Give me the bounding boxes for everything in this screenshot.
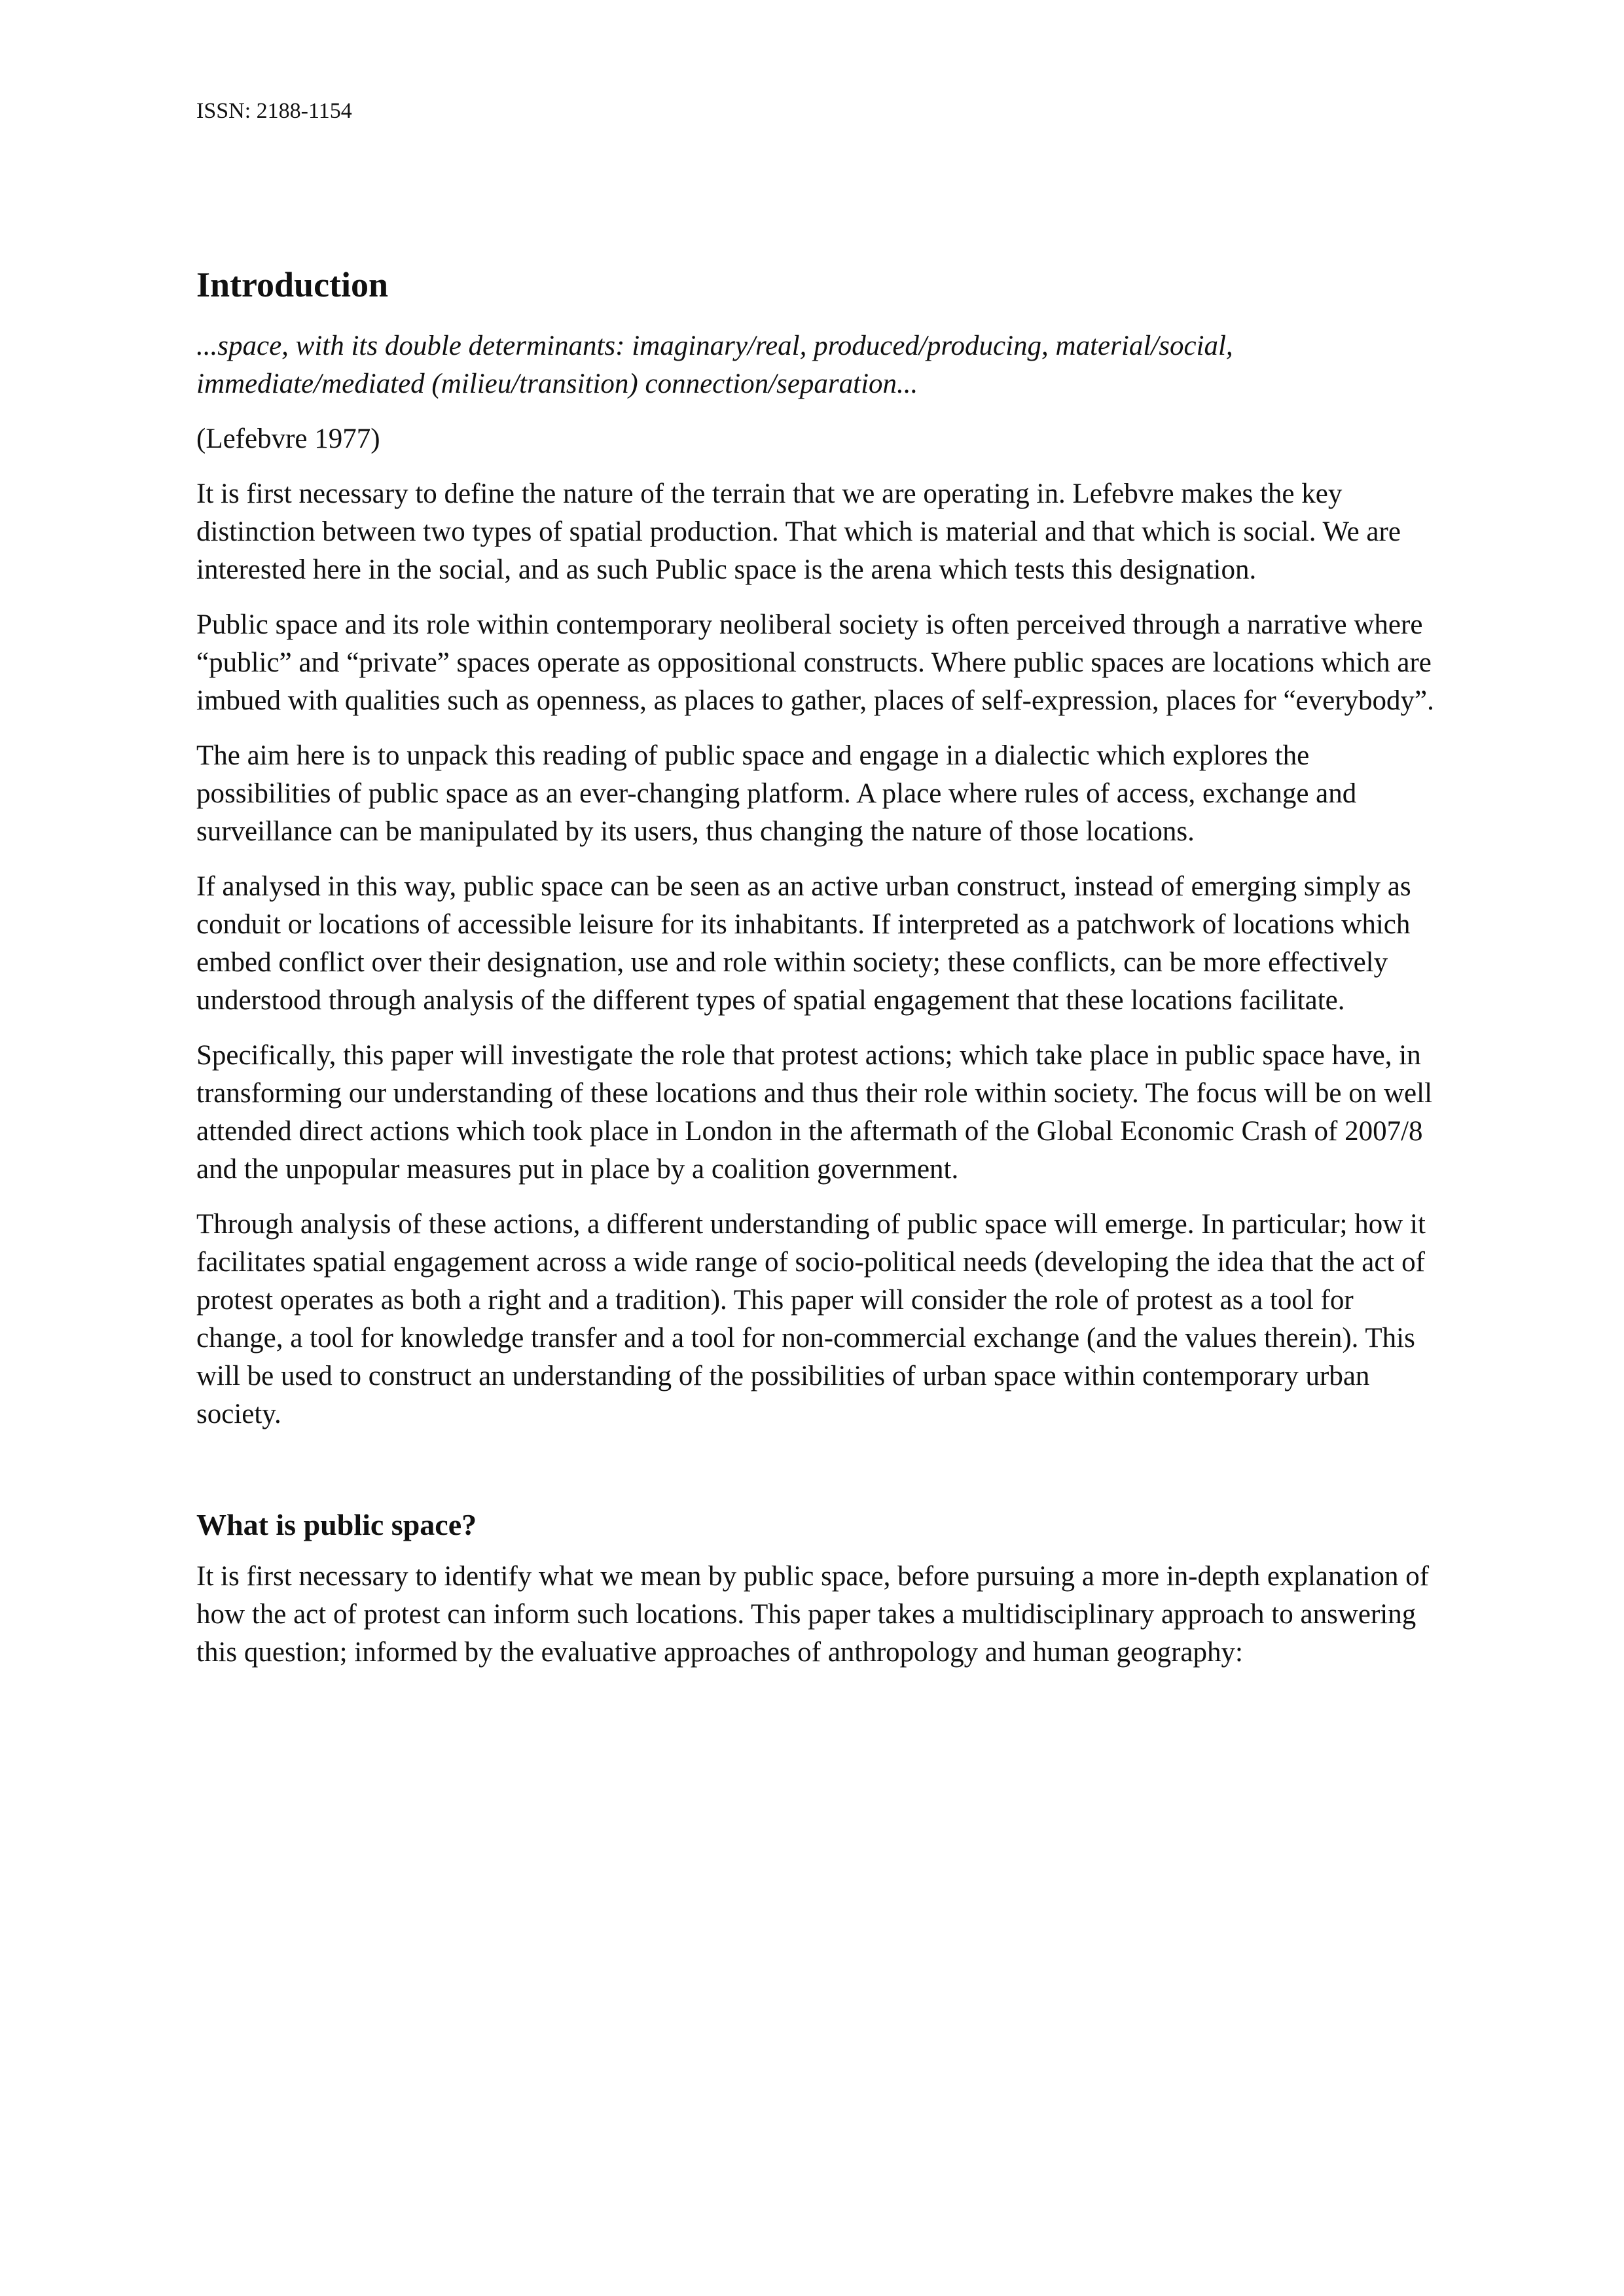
page-content [196,262,1440,1689]
intro-paragraph-4: If analysed in this way, public space can be seen as an active urban construct, instead of emerging simply as conduit or locations of accessible leisure for its inhabitants. If interpreted as a patchwork of locations which embed conflict over their designation, use and role within society; these conflicts, can be more effectively understood through analysis of the different types of spatial engagement that these locations facilitate. [196,871,1411,1016]
epigraph-citation: (Lefebvre 1977) [196,423,380,454]
introduction-section [196,262,1440,1433]
intro-paragraph-1: It is first necessary to define the nature of the terrain that we are operating in. Lefebvre makes the key distinction between two types of spatial production. That which is material and that which is social. We are interested here in the social, and as such Public space is the arena which tests this designation. [196,478,1401,585]
lefebvre-epigraph: ...space, with its double determinants: imaginary/real, produced/producing, material/social, immediate/mediated (milieu/transition) connection/separation... [196,331,1233,399]
introduction-heading: Introduction [196,265,389,304]
intro-paragraph-6: Through analysis of these actions, a different understanding of public space will emerge. In particular; how it facilitates spatial engagement across a wide range of socio-political needs (developing the idea that the act of protest operates as both a right and a tradition). This paper will consider the role of protest as a tool for change, a tool for knowledge transfer and a tool for non-commercial exchange (and the values therein). This will be used to construct an understanding of the possibilities of urban space within contemporary urban society. [196,1209,1426,1429]
intro-paragraph-3: The aim here is to unpack this reading of public space and engage in a dialectic which explores the possibilities of public space as an ever-changing platform. A place where rules of access, exchange and surveillance can be manipulated by its users, thus changing the nature of those locations. [196,740,1357,847]
public-space-section [196,1505,1440,1672]
public-space-heading: What is public space? [196,1508,477,1541]
intro-paragraph-5: Specifically, this paper will investigate the role that protest actions; which take place in public space have, in transforming our understanding of these locations and thus their role within society. The focus will be on well attended direct actions which took place in London in the aftermath of the Global Economic Crash of 2007/8 and the unpopular measures put in place by a coalition government. [196,1040,1433,1185]
issn-header: ISSN: 2188-1154 [196,99,352,123]
public-space-paragraph-1: It is first necessary to identify what we mean by public space, before pursuing a more in-depth explanation of how the act of protest can inform such locations. This paper takes a multidisciplinary approach to answering this question; informed by the evaluative approaches of anthropology and human geography: [196,1561,1430,1668]
intro-paragraph-2: Public space and its role within contemporary neoliberal society is often perceived through a narrative where “public” and “private” spaces operate as oppositional constructs. Where public spaces are locations which are imbued with qualities such as openness, as places to gather, places of self-expression, places for “everybody”. [196,609,1434,716]
